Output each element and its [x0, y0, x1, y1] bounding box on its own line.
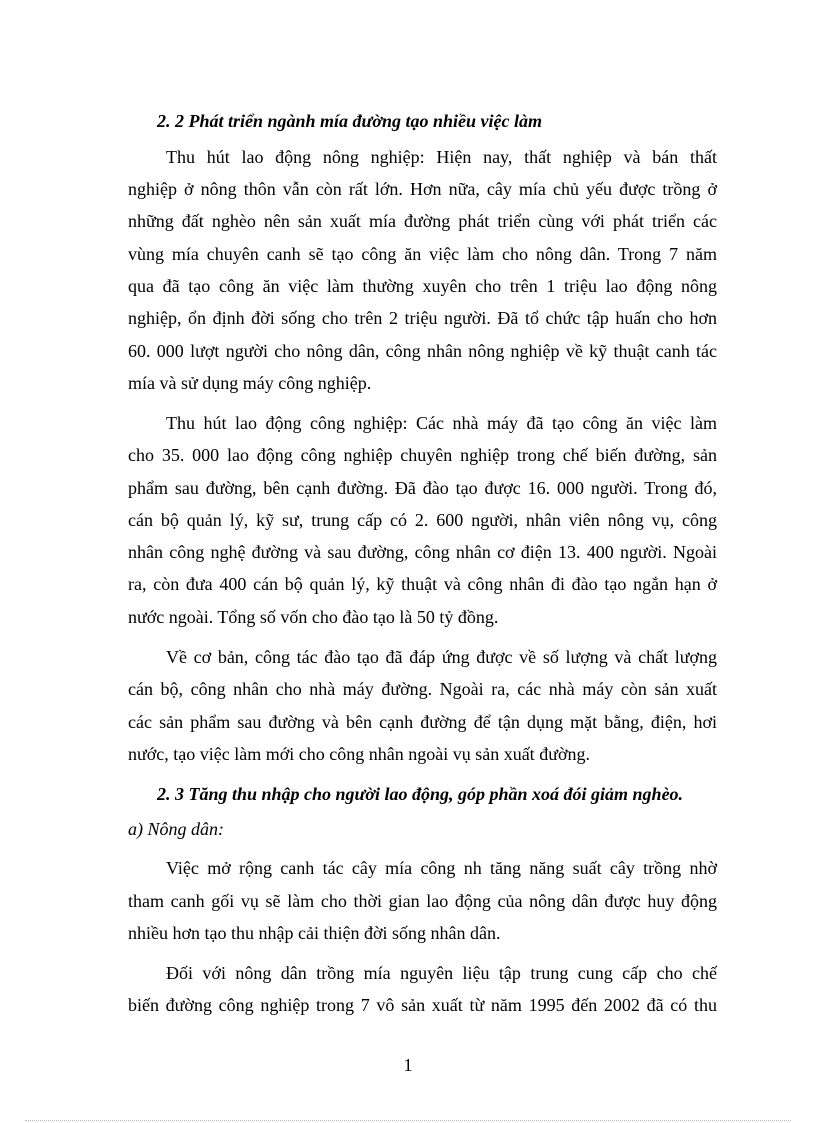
text-line: cán bộ quản lý, kỹ sư, trung cấp có 2. 600 người, nhân viên nông vụ, công [128, 510, 717, 530]
text-line: Việc mở rộng canh tác cây mía công nh tăng năng suất cây trồng nhờ [166, 858, 717, 878]
text-line: tham canh gối vụ sẽ làm cho thời gian lao động của nông dân được huy động [128, 891, 717, 911]
text-line: nước ngoài. Tổng số vốn cho đào tạo là 50 tỷ đồng. [128, 607, 499, 627]
text-line: mía và sử dụng máy công nghiệp. [128, 373, 372, 393]
text-line: Thu hút lao động công nghiệp: Các nhà máy đã tạo công ăn việc làm [166, 413, 717, 433]
text-line: vùng mía chuyên canh sẽ tạo công ăn việc làm cho nông dân. Trong 7 năm [128, 244, 717, 264]
section-heading-2-3: 2. 3 Tăng thu nhập cho người lao động, góp phần xoá đói giảm nghèo. [157, 784, 684, 804]
text-line: nhân công nghệ đường và sau đường, công nhân cơ điện 13. 400 người. Ngoài [128, 542, 717, 562]
text-line: cho 35. 000 lao động công nghiệp chuyên nghiệp trong chế biến đường, sản [128, 445, 717, 465]
text-line: Thu hút lao động nông nghiệp: Hiện nay, thất nghiệp và bán thất [166, 147, 717, 167]
text-line: nghiệp ở nông thôn vẫn còn rất lớn. Hơn nữa, cây mía chủ yếu được trồng ở [128, 179, 717, 199]
text-line: các sản phẩm sau đường và bên cạnh đường để tận dụng mặt bằng, điện, hơi [128, 712, 717, 732]
text-line: Về cơ bản, công tác đào tạo đã đáp ứng được về số lượng và chất lượng [166, 647, 717, 667]
text-line: 60. 000 lượt người cho nông dân, công nhân nông nghiệp về kỹ thuật canh tác [128, 341, 717, 361]
page-number: 1 [403, 1055, 413, 1075]
text-line: biến đường công nghiệp trong 7 vô sản xuất từ năm 1995 đến 2002 đã có thu [128, 995, 717, 1015]
text-line: nhiều hơn tạo thu nhập cải thiện đời sống nhân dân. [128, 923, 501, 943]
text-line: qua đã tạo công ăn việc làm thường xuyên cho trên 1 triệu lao động nông [128, 276, 717, 296]
text-line: phẩm sau đường, bên cạnh đường. Đã đào tạo được 16. 000 người. Trong đó, [128, 478, 717, 498]
text-line: Đối với nông dân trồng mía nguyên liệu tập trung cung cấp cho chế [166, 963, 717, 983]
text-line: nước, tạo việc làm mới cho công nhân ngoài vụ sản xuất đường. [128, 744, 590, 764]
section-heading-2-2: 2. 2 Phát triển ngành mía đường tạo nhiều việc làm [157, 111, 542, 131]
text-line: cán bộ, công nhân cho nhà máy đường. Ngoài ra, các nhà máy còn sản xuất [128, 679, 717, 699]
subheading-farmers: a) Nông dân: [128, 819, 224, 839]
text-line: nghiệp, ổn định đời sống cho trên 2 triệu người. Đã tổ chức tập huấn cho hơn [128, 308, 717, 328]
text-line: ra, còn đưa 400 cán bộ quản lý, kỹ thuật và công nhân đi đào tạo ngắn hạn ở [128, 574, 717, 594]
page-bottom-divider [25, 1120, 791, 1121]
text-line: những đất nghèo nên sản xuất mía đường phát triển cùng với phát triển các [128, 211, 717, 231]
